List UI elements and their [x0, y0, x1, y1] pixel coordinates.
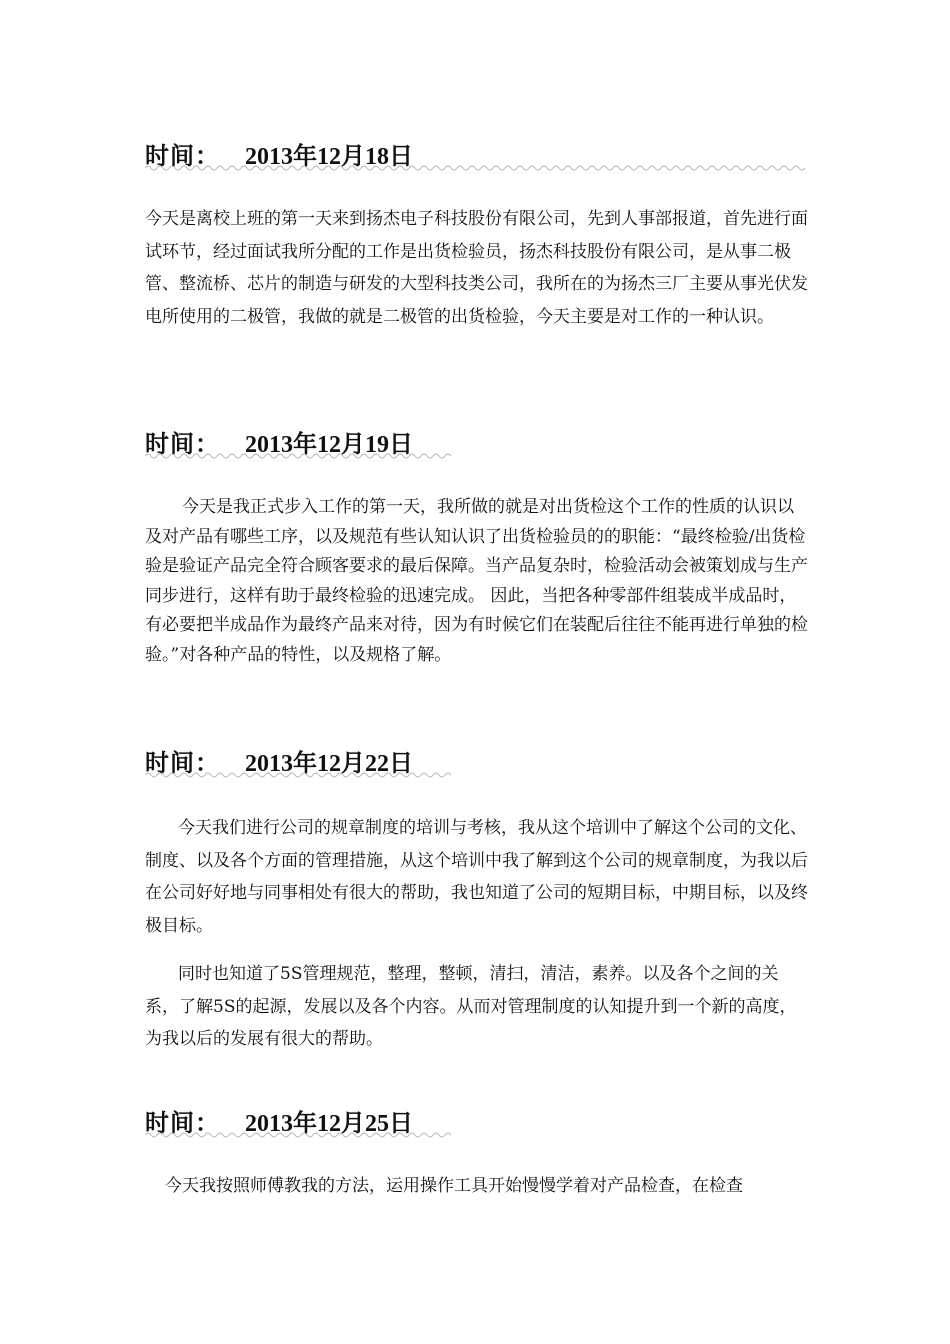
entry-heading — [145, 1103, 455, 1139]
entry-paragraph: 今天我们进行公司的规章制度的培训与考核，我从这个培训中了解这个公司的文化、制度、以及各个方面的管理措施，从这个培训中我了解到这个公司的规章制度，为我以后在公司好好地与同事相处有很大的帮助，我也知道了公司的短期目标，中期目标，以及终极目标。 — [145, 818, 808, 936]
entry-date: 2013年12月25日 — [245, 1111, 413, 1137]
time-label: 时间： — [145, 748, 220, 777]
entry-date: 2013年12月18日 — [245, 144, 413, 170]
entry-date: 2013年12月19日 — [245, 432, 413, 458]
entry-paragraph: 今天我按照师傅教我的方法，运用操作工具开始慢慢学着对产品检查，在检查 — [165, 1176, 743, 1196]
time-label: 时间： — [145, 141, 220, 170]
entry-heading — [145, 743, 455, 779]
entry-heading — [145, 136, 810, 172]
grammar-wave-underline — [145, 452, 455, 460]
entry-paragraph: 今天是离校上班的第一天来到扬杰电子科技股份有限公司，先到人事部报道，首先进行面试环节，经过面试我所分配的工作是出货检验员，扬杰科技股份有限公司，是从事二极管、整流桥、芯片的制造与研发的大型科技类公司，我所在的为扬杰三厂主要从事光伏发电所使用的二极管，我做的就是二极管的出货检验，今天主要是对工作的一种认识。 — [145, 209, 808, 327]
grammar-wave-underline — [145, 771, 455, 779]
entry-date: 2013年12月22日 — [245, 751, 413, 777]
entry-paragraph: 今天是我正式步入工作的第一天，我所做的就是对出货检这个工作的性质的认识以及对产品有哪些工序，以及规范有些认知认识了出货检验员的的职能：“最终检验/出货检验是验证产品完全符合顾客要求的最后保障。当产品复杂时，检验活动会被策划成与生产同步进行，这样有助于最终检验的迅速完成。 因此，当把各种零部件组装成半成品时，有必要把半成品作为最终产品来对待，因为有时候它们在装配后往往不能再进行单独的检验。”对各种产品的特性，以及规格了解。 — [145, 497, 808, 665]
entry-paragraph: 同时也知道了5S管理规范，整理，整顿，清扫，清洁，素养。以及各个之间的关系，了解5S的起源，发展以及各个内容。从而对管理制度的认知提升到一个新的高度，为我以后的发展有很大的帮助。 — [145, 964, 797, 1049]
grammar-wave-underline — [145, 164, 810, 172]
time-label: 时间： — [145, 429, 220, 458]
grammar-wave-underline — [145, 1131, 455, 1139]
time-label: 时间： — [145, 1108, 220, 1137]
entry-heading — [145, 424, 455, 460]
